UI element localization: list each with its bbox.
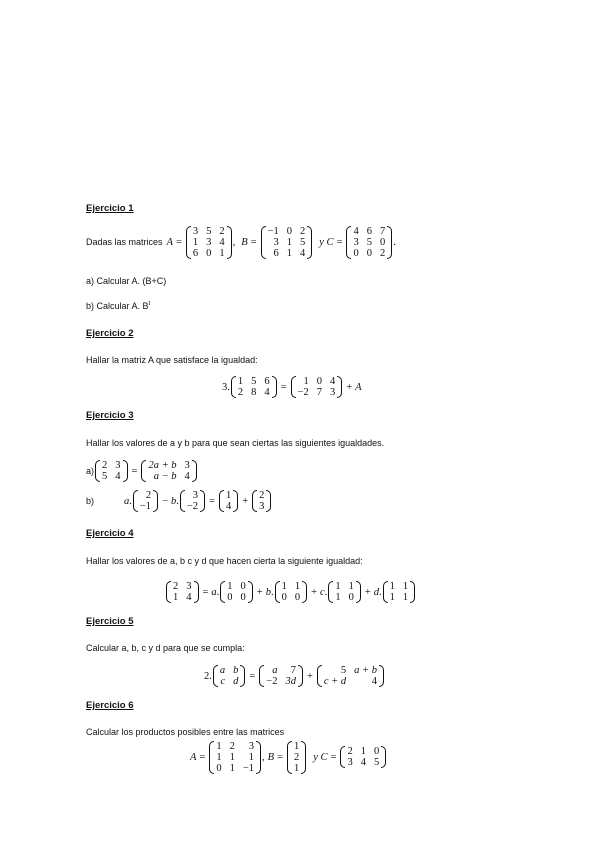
ejercicio-1-item-b: b) Calcular A. $B^t$ [86, 301, 151, 311]
matrix-cell: 0 [316, 376, 322, 387]
matrix-cell: 3 [248, 740, 255, 752]
ejercicio-3-text: Hallar los valores de a y b para que sean ciertas las siguientes igualdades. [86, 438, 385, 448]
matrix-cell: −1 [242, 762, 255, 774]
matrix-cell: 1 [229, 762, 235, 774]
bracket-right [248, 581, 253, 603]
matrix-cell: 5 [251, 376, 257, 387]
ejercicio-1-statement: Dadas las matrices A = 3 5 2 1 3 4 6 0 1 , B = −1 0 2 3 1 5 6 1 4 y C = 4 6 7 3 5 0 0 0 2 . [86, 225, 396, 259]
bracket-right [387, 226, 392, 259]
vector-ej3-4 [252, 490, 271, 512]
matrix-cell: 5 [366, 236, 372, 248]
matrix-cell: 1 [389, 592, 395, 603]
ejercicio-6-matrices: A = 1 2 3 1 1 1 0 1 −1 , B = 1 2 1 y C = 2 1 0 3 4 5 [190, 737, 387, 777]
matrix-cell: 3 [353, 236, 359, 248]
matrix-cell: c + d [323, 676, 347, 687]
matrix-ej6-C [340, 746, 386, 768]
matrix-cell: 1 [229, 751, 235, 763]
matrix-cell: 0 [294, 592, 301, 603]
matrix-cell: 5 [102, 471, 108, 482]
matrix-cell: 2 [347, 746, 353, 757]
ejercicio-6-title: Ejercicio 6 [86, 700, 134, 711]
matrix-cell: 0 [373, 746, 380, 757]
matrix-cell: 3 [192, 225, 199, 237]
matrix-cell: 1 [293, 762, 300, 774]
matrix-cell: 1 [335, 581, 341, 592]
matrix-cell: 2 [173, 581, 179, 592]
matrix-cell: 6 [192, 247, 199, 259]
matrix-cell: 4 [115, 471, 121, 482]
matrix-A [186, 226, 232, 259]
vector-ej3-1 [133, 490, 158, 512]
matrix-cell: 2 [293, 751, 300, 763]
matrix-cell: −2 [186, 501, 199, 512]
matrix-cell: 0 [240, 581, 246, 592]
matrix-cell: 7 [290, 665, 296, 676]
matrix-cell: 4 [300, 247, 306, 259]
ejercicio-3-equation-b: b) a . 2 −1 − b . 3 −2 = 1 4 + 2 3 [86, 488, 272, 514]
bracket-right [153, 490, 158, 512]
matrix-cell: −1 [267, 225, 279, 237]
matrix-cell: 1 [216, 751, 222, 763]
matrix-B [261, 226, 313, 259]
matrix-cell: 1 [303, 376, 309, 387]
matrix-cell: 0 [281, 592, 287, 603]
matrix-ej4-2 [275, 581, 308, 603]
matrix-cell: 3 [273, 236, 279, 248]
bracket-right [337, 376, 342, 398]
ejercicio-1-intro: Dadas las matrices [86, 237, 163, 247]
matrix-ej4-3 [328, 581, 361, 603]
matrix-cell: 2a + b [148, 460, 177, 471]
matrix-cell: 3 [329, 387, 336, 398]
ejercicio-3-equation-a: a) 2 3 5 4 = 2a + b 3 a − b 4 [86, 458, 198, 484]
ejercicio-5-equation: 2. a b c d = a 7 −2 3d + 5 a + b c + d 4 [204, 662, 385, 690]
matrix-cell: 1 [360, 746, 366, 757]
ejercicio-4-equation: 2 3 1 4 = a . 1 0 0 0 + b . 1 1 0 0 + c . 1 1 1 0 + d . 1 1 1 1 [165, 578, 416, 606]
bracket-right [266, 490, 271, 512]
matrix-cell: 4 [353, 225, 359, 237]
bracket-right [298, 665, 303, 687]
matrix-cell: 1 [293, 740, 300, 752]
matrix-cell: 0 [379, 236, 386, 248]
matrix-cell: 3 [206, 236, 212, 248]
matrix-C [346, 226, 392, 259]
matrix-cell: 0 [227, 592, 233, 603]
bracket-right [301, 741, 306, 774]
matrix-cell: 0 [206, 247, 212, 259]
matrix-cell: 1 [402, 592, 409, 603]
bracket-right [194, 581, 199, 603]
matrix-ej4-left [166, 581, 199, 603]
matrix-cell: 3 [259, 501, 265, 512]
matrix-cell: 1 [286, 247, 293, 259]
matrix-ej3-a-left [95, 460, 128, 482]
matrix-ej4-1 [220, 581, 253, 603]
bracket-right [256, 741, 261, 774]
matrix-cell: 1 [225, 490, 232, 501]
matrix-cell: 1 [286, 236, 293, 248]
matrix-cell: 5 [206, 225, 212, 237]
matrix-cell: −2 [297, 387, 309, 398]
matrix-ej4-4 [383, 581, 416, 603]
bracket-right [233, 490, 238, 512]
matrix-cell: 3 [186, 581, 192, 592]
matrix-cell: 2 [259, 490, 265, 501]
matrix-cell: 2 [229, 740, 235, 752]
ejercicio-1-item-a: a) Calcular A. (B+C) [86, 276, 167, 286]
bracket-right [379, 665, 384, 687]
matrix-cell: 7 [379, 225, 386, 237]
matrix-cell: 0 [240, 592, 246, 603]
matrix-cell: 4 [360, 757, 366, 768]
matrix-cell: 1 [216, 740, 222, 752]
matrix-cell: 1 [348, 581, 354, 592]
matrix-cell: 5 [300, 236, 306, 248]
matrix-ej6-B [287, 741, 306, 774]
matrix-cell: 1 [389, 581, 395, 592]
matrix-cell: 1 [248, 751, 255, 763]
matrix-cell: 2 [219, 225, 225, 237]
matrix-cell: 2 [300, 225, 306, 237]
bracket-right [381, 746, 386, 768]
matrix-ej5-2 [317, 665, 384, 687]
matrix-ej2-1 [231, 376, 277, 398]
ejercicio-2-equation: 3. 1 5 6 2 8 4 = 1 0 4 −2 7 3 + A [222, 376, 362, 398]
matrix-cell: a − b [153, 471, 177, 482]
matrix-cell: a [272, 665, 278, 676]
matrix-cell: 7 [316, 387, 322, 398]
matrix-cell: 1 [402, 581, 409, 592]
matrix-cell: 3 [347, 757, 353, 768]
matrix-cell: 4 [225, 501, 232, 512]
bracket-right [192, 460, 197, 482]
matrix-cell: 2 [102, 460, 108, 471]
matrix-ej3-a-right [141, 460, 196, 482]
matrix-cell: 2 [237, 387, 244, 398]
ejercicio-3-title: Ejercicio 3 [86, 410, 134, 421]
ejercicio-4-title: Ejercicio 4 [86, 528, 134, 539]
matrix-cell: 0 [286, 225, 293, 237]
matrix-cell: 4 [329, 376, 336, 387]
matrix-cell: c [220, 676, 226, 687]
bracket-right [356, 581, 361, 603]
matrix-cell: 3 [184, 460, 190, 471]
matrix-cell: 1 [192, 236, 199, 248]
bracket-right [307, 226, 312, 259]
matrix-cell: 0 [348, 592, 354, 603]
matrix-ej6-A [209, 741, 261, 774]
matrix-cell: 0 [216, 762, 222, 774]
matrix-cell: 6 [264, 376, 270, 387]
matrix-cell: 1 [237, 376, 244, 387]
matrix-cell: d [233, 676, 239, 687]
matrix-cell: 1 [281, 581, 287, 592]
ejercicio-1-title: Ejercicio 1 [86, 203, 134, 214]
matrix-cell: 3 [115, 460, 121, 471]
matrix-cell: b [233, 665, 239, 676]
matrix-cell: 2 [145, 490, 152, 501]
ejercicio-5-text: Calcular a, b, c y d para que se cumpla: [86, 643, 245, 653]
bracket-right [272, 376, 277, 398]
matrix-cell: 4 [219, 236, 225, 248]
ejercicio-5-title: Ejercicio 5 [86, 616, 134, 627]
matrix-cell: 1 [173, 592, 179, 603]
matrix-cell: 4 [184, 471, 190, 482]
matrix-cell: −1 [139, 501, 152, 512]
matrix-cell: 1 [294, 581, 301, 592]
matrix-cell: 0 [353, 247, 359, 259]
ejercicio-6-text: Calcular los productos posibles entre las matrices [86, 727, 285, 737]
ejercicio-2-text: Hallar la matriz A que satisface la igualdad: [86, 355, 258, 365]
matrix-cell: 2 [379, 247, 386, 259]
matrix-cell: 6 [366, 225, 372, 237]
bracket-right [123, 460, 128, 482]
matrix-cell: 6 [273, 247, 279, 259]
matrix-cell: 8 [251, 387, 257, 398]
bracket-right [302, 581, 307, 603]
ejercicio-4-text: Hallar los valores de a, b c y d que hacen cierta la siguiente igualdad: [86, 556, 363, 566]
matrix-cell: 1 [335, 592, 341, 603]
matrix-cell: 5 [340, 665, 347, 676]
bracket-right [227, 226, 232, 259]
bracket-right [410, 581, 415, 603]
matrix-cell: a + b [354, 665, 377, 676]
bracket-right [200, 490, 205, 512]
matrix-cell: 4 [371, 676, 377, 687]
matrix-cell: 0 [366, 247, 372, 259]
vector-ej3-2 [180, 490, 205, 512]
ejercicio-2-title: Ejercicio 2 [86, 328, 134, 339]
matrix-cell: 4 [186, 592, 192, 603]
matrix-ej5-left [213, 665, 246, 687]
vector-ej3-3 [219, 490, 238, 512]
matrix-cell: 1 [227, 581, 233, 592]
matrix-cell: 5 [373, 757, 380, 768]
bracket-right [240, 665, 245, 687]
matrix-ej5-1 [259, 665, 303, 687]
matrix-cell: 4 [264, 387, 270, 398]
matrix-cell: a [219, 665, 226, 676]
matrix-ej2-2 [291, 376, 343, 398]
matrix-cell: −2 [266, 676, 278, 687]
matrix-cell: 1 [219, 247, 225, 259]
matrix-cell: 3d [285, 676, 296, 687]
matrix-cell: 3 [192, 490, 199, 501]
